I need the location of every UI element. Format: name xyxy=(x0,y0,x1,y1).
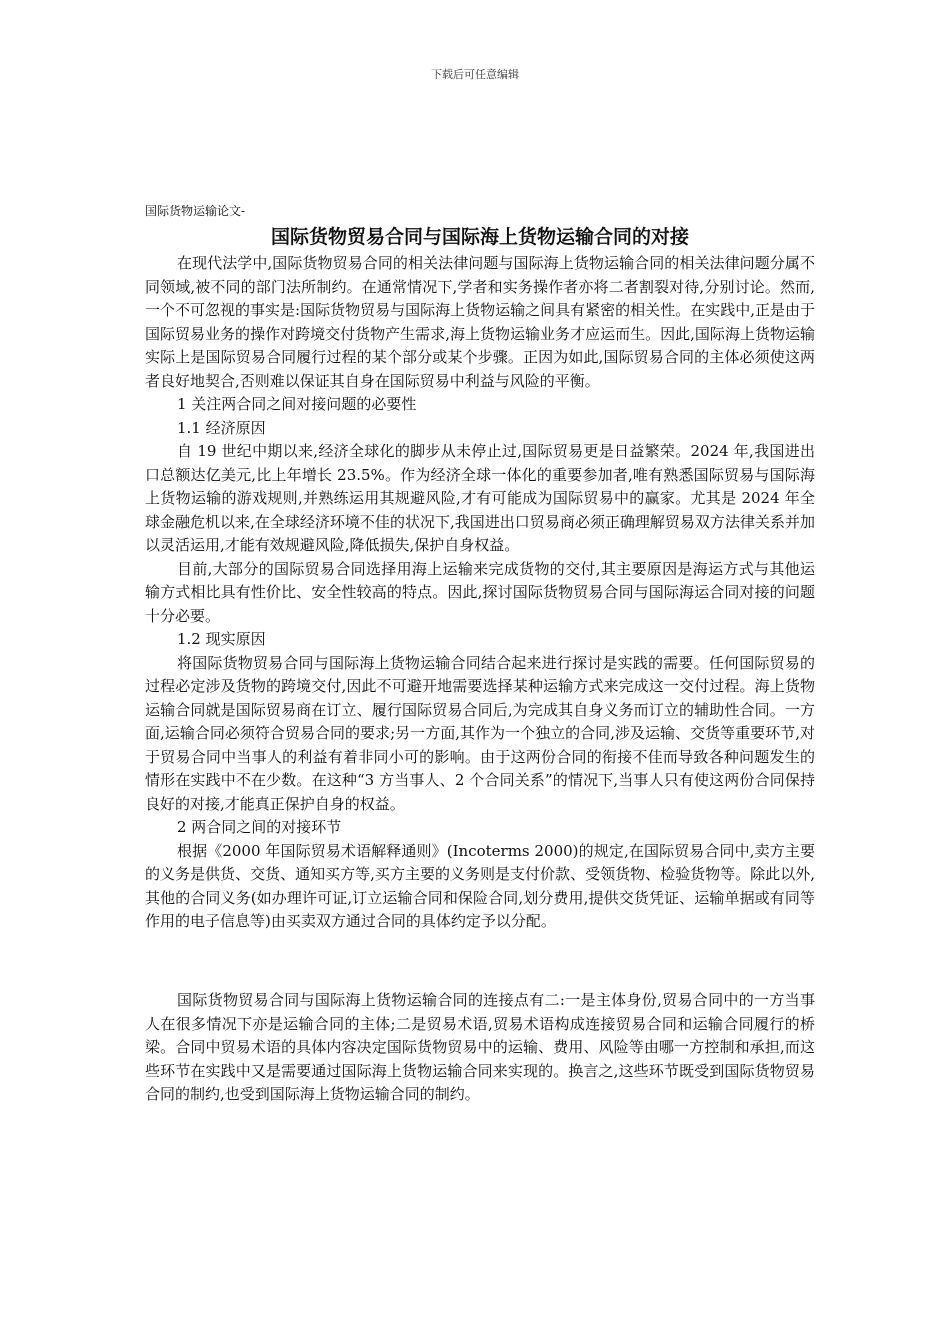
document-body xyxy=(145,200,815,1107)
section-heading: 1.1 经济原因 xyxy=(177,418,266,437)
blank-line xyxy=(145,950,815,974)
section-heading: 1 关注两合同之间对接问题的必要性 xyxy=(177,395,417,413)
body-paragraph: 在现代法学中,国际货物贸易合同的相关法律问题与国际海上货物运输合同的相关法律问题分属不同领域,被不同的部门法所制约。在通常情况下,学者和实务操作者亦将二者割裂对待,分别讨论。然而,一个不可忽视的事实是:国际货物贸易与国际海上货物运输之间具有紧密的相关性。在实践中,正是由于国际贸易业务的操作对跨境交付货物产生需求,海上货物运输业务才应运而生。因此,国际海上货物运输实际上是国际贸易合同履行过程的某个部分或某个步骤。正因为如此,国际贸易合同的主体必须使这两者良好地契合,否则难以保证其自身在国际贸易中利益与风险的平衡。 xyxy=(145,254,815,390)
document-title: 国际货物贸易合同与国际海上货物运输合同的对接 xyxy=(270,226,689,248)
body-paragraph: 将国际货物贸易合同与国际海上货物运输合同结合起来进行探讨是实践的需要。任何国际贸易的过程必定涉及货物的跨境交付,因此不可避开地需要选择某种运输方式来完成这一交付过程。海上货物运输合同就是国际贸易商在订立、履行国际贸易合同后,为完成其自身义务而订立的辅助性合同。一方面,运输合同必须符合贸易合同的要求;另一方面,其作为一个独立的合同,涉及运输、交货等重要环节,对于贸易合同中当事人的利益有着非同小可的影响。由于这两份合同的衔接不佳而导致各种问题发生的情形在实践中不在少数。在这种“3 方当事人、2 个合同关系”的情况下,当事人只有使这两份合同保持良好的对接,才能真正保护自身的权益。 xyxy=(145,653,815,813)
document-category: 国际货物运输论文- xyxy=(145,204,246,218)
page-header-note: 下载后可任意编辑 xyxy=(431,68,519,81)
body-paragraph: 自 19 世纪中期以来,经济全球化的脚步从未停止过,国际贸易更是日益繁荣。2024 年,我国进出口总额达亿美元,比上年增长 23.5%。作为经济全球一体化的重要参加者,唯有熟悉国际贸易与国际海上货物运输的游戏规则,并熟练运用其规避风险,才有可能成为国际贸易中的赢家。尤其是 2024 年全球金融危机以来,在全球经济环境不佳的状况下,我国进出口贸易商必须正确理解贸易双方法律关系并加以灵活运用,才能有效规避风险,降低损失,保护自身权益。 xyxy=(145,442,815,554)
body-paragraph: 根据《2000 年国际贸易术语解释通则》(Incoterms 2000)的规定,在国际贸易合同中,卖方主要的义务是供货、交货、通知买方等,买方主要的义务则是支付价款、受领货物、检验货物等。除此以外,其他的合同义务(如办理许可证,订立运输合同和保险合同,划分费用,提供交货凭证、运输单据或有同等作用的电子信息等)由买卖双方通过合同的具体约定予以分配。 xyxy=(145,841,815,930)
body-paragraph: 目前,大部分的国际贸易合同选择用海上运输来完成货物的交付,其主要原因是海运方式与其他运输方式相比具有性价比、安全性较高的特点。因此,探讨国际货物贸易合同与国际海运合同对接的问题十分必要。 xyxy=(145,559,815,625)
body-paragraph: 国际货物贸易合同与国际海上货物运输合同的连接点有二:一是主体身份,贸易合同中的一方当事人在很多情况下亦是运输合同的主体;二是贸易术语,贸易术语构成连接贸易合同和运输合同履行的桥梁。合同中贸易术语的具体内容决定国际货物贸易中的运输、费用、风险等由哪一方控制和承担,而这些环节在实践中又是需要通过国际海上货物运输合同来实现的。换言之,这些环节既受到国际货物贸易合同的制约,也受到国际海上货物运输合同的制约。 xyxy=(145,991,815,1103)
document-paragraphs xyxy=(145,252,815,1107)
section-heading: 2 两合同之间的对接环节 xyxy=(177,818,342,836)
section-heading: 1.2 现实原因 xyxy=(177,630,266,648)
